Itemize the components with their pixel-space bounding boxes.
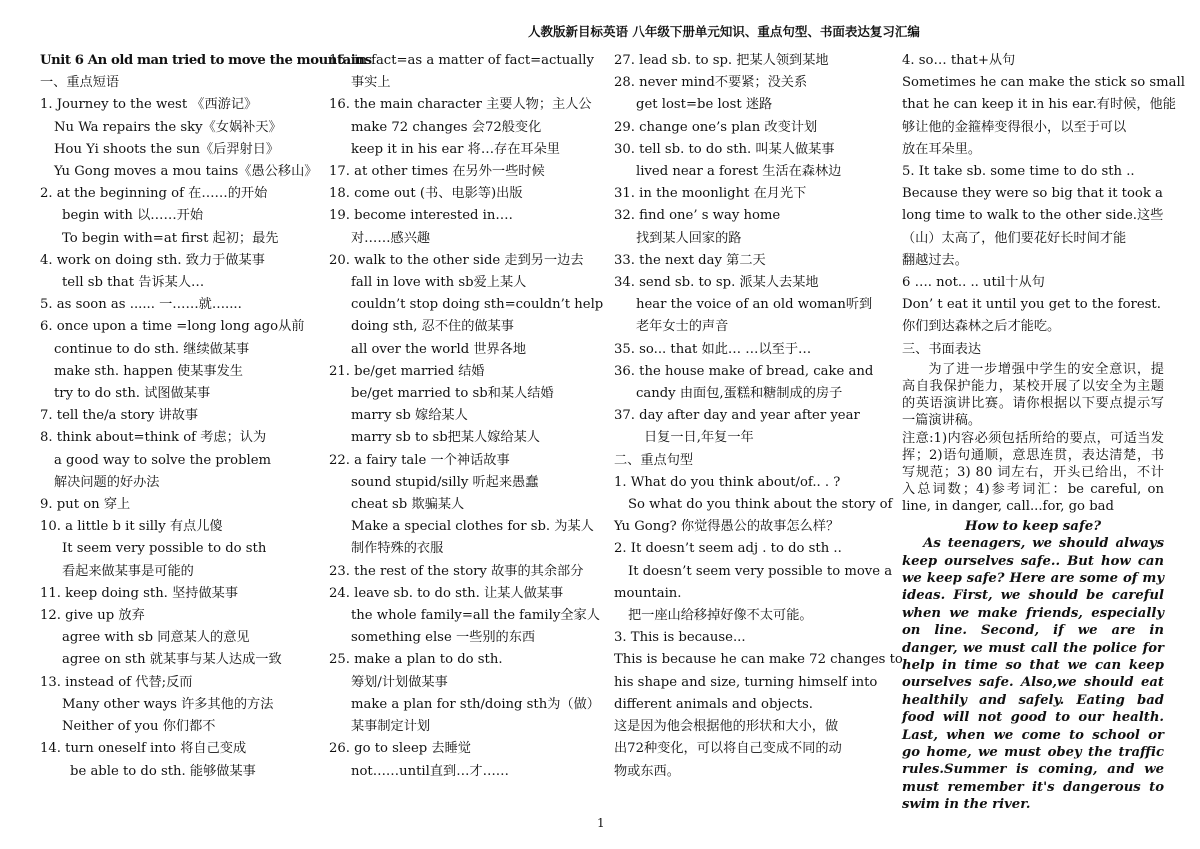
phrase-line: marry sb 嫁给某人 [351, 408, 468, 424]
phrase-line: 事实上 [351, 75, 391, 91]
sentence-line: Sometimes he can make the stick so small [902, 75, 1185, 91]
phrase-line: keep it in his ear 将…存在耳朵里 [351, 141, 560, 157]
phrase-line: be/get married to sb和某人结婚 [351, 386, 554, 402]
section-heading: 一、重点短语 [40, 75, 120, 91]
phrase-line: doing sth, 忍不住的做某事 [351, 319, 514, 335]
sentence-line: 你们到达森林之后才能吃。 [902, 319, 1061, 335]
sentence-line: mountain. [614, 585, 682, 601]
phrase-line: make a plan for sth/doing sth为（做） [351, 696, 600, 712]
phrase-line: try to do sth. 试图做某事 [54, 386, 211, 402]
phrase-line: To begin with=at first 起初；最先 [62, 230, 279, 246]
phrase-line: 1. Journey to the west 《西游记》 [40, 97, 258, 113]
phrase-line: 日复一日,年复一年 [644, 430, 754, 446]
phrase-line: Yu Gong moves a mou tains《愚公移山》 [54, 164, 318, 180]
sentence-line: 3. This is because... [614, 630, 746, 646]
phrase-line: 20. walk to the other side 走到另一边去 [329, 252, 584, 268]
phrase-line: 解决问题的好办法 [54, 474, 160, 490]
phrase-line: It seem very possible to do sth [62, 541, 267, 557]
page-header: 人教版新目标英语 八年级下册单元知识、重点句型、书面表达复习汇编 [528, 24, 920, 39]
sentence-line: different animals and objects. [614, 696, 813, 712]
sentence-line: 把一座山给移掉好像不太可能。 [628, 608, 813, 624]
phrase-line: 老年女士的声音 [636, 319, 729, 335]
phrase-line: Neither of you 你们都不 [62, 719, 216, 735]
page-number: 1 [597, 816, 605, 830]
phrase-line: 30. tell sb. to do sth. 叫某人做某事 [614, 141, 835, 157]
sentence-line: 出72种变化，可以将自己变成不同的动 [614, 741, 842, 757]
sentence-line: his shape and size, turning himself into [614, 674, 878, 690]
phrase-line: agree on sth 就某事与某人达成一致 [62, 652, 282, 668]
phrase-line: 19. become interested in…. [329, 208, 513, 224]
phrase-line: 29. change one’s plan 改变计划 [614, 119, 818, 135]
phrase-line: 7. tell the/a story 讲故事 [40, 408, 199, 424]
phrase-line: 6. once upon a time =long long ago从前 [40, 319, 305, 335]
sentence-line: So what do you think about the story of [628, 497, 893, 513]
sentence-line: 放在耳朵里。 [902, 141, 982, 157]
phrase-line: 32. find one’ s way home [614, 208, 781, 224]
column-2 [329, 50, 604, 783]
essay-body: As teenagers, we should always keep ourselves safe.. But how can we keep safe? Here are some of my ideas. First, we should be careful when we make friends, especially on line. Second, if we are in danger, we must call the police for help in time so that we can keep ourselves safe. Also,we should eat healthily and safely. Eating bad food will not good to our health. Last, when we come to school or go home, we must obey the traffic rules.Summer is coming, and we must remember it's dangerous to swim in the river. [902, 536, 1164, 813]
sentence-line: Because they were so big that it took a [902, 186, 1163, 202]
phrase-line: 18. come out (书、电影等)出版 [329, 186, 523, 202]
phrase-line: continue to do sth. 继续做某事 [54, 341, 250, 357]
sentence-line: that he can keep it in his ear.有时候，他能 [902, 97, 1176, 113]
phrase-line: not……until直到…才…… [351, 763, 509, 779]
phrase-line: fall in love with sb爱上某人 [351, 275, 527, 291]
phrase-line: 筹划/计划做某事 [351, 674, 448, 690]
phrase-line: couldn’t stop doing sth=couldn’t help [351, 297, 604, 313]
phrase-line: 31. in the moonlight 在月光下 [614, 186, 807, 202]
phrase-line: 15. in fact=as a matter of fact=actually [329, 53, 594, 68]
phrase-line: cheat sb 欺骗某人 [351, 497, 465, 513]
sentence-line: long time to walk to the other side.这些 [902, 208, 1164, 224]
phrase-line: all over the world 世界各地 [351, 341, 527, 357]
section-heading: 二、重点句型 [614, 452, 694, 468]
phrase-line: 13. instead of 代替;反而 [40, 674, 193, 690]
phrase-line: 21. be/get married 结婚 [329, 363, 485, 379]
unit-title: Unit 6 An old man tried to move the mountains [40, 53, 372, 68]
phrase-line: 9. put on 穿上 [40, 497, 131, 513]
phrase-line: make 72 changes 会72般变化 [351, 119, 542, 135]
writing-task: 为了进一步增强中学生的安全意识，提高自我保护能力，某校开展了以安全为主题的英语演讲比赛。请你根据以下要点提示写一篇演讲稿。 [902, 361, 1164, 429]
sentence-line: 5. It take sb. some time to do sth .. [902, 164, 1135, 180]
phrase-line: 对……感兴趣 [351, 230, 431, 246]
phrase-line: 找到某人回家的路 [636, 230, 742, 246]
phrase-line: 26. go to sleep 去睡觉 [329, 741, 471, 757]
phrase-line: 看起来做某事是可能的 [62, 563, 194, 579]
phrase-line: something else 一些别的东西 [351, 630, 536, 646]
phrase-line: 8. think about=think of 考虑；认为 [40, 430, 267, 446]
phrase-line: 16. the main character 主要人物；主人公 [329, 97, 592, 113]
phrase-line: 11. keep doing sth. 坚持做某事 [40, 585, 239, 601]
phrase-line: begin with 以……开始 [62, 208, 204, 224]
writing-notes: 注意:1)内容必须包括所给的要点，可适当发挥；2)语句通顺，意思连贯，表达清楚，书写规范；3) 80 词左右，开头已给出，不计入总词数；4)参考词汇：be careful, on line, in danger, call...for, go bad [902, 430, 1164, 515]
sentence-line: This is because he can make 72 changes to [614, 652, 903, 668]
phrase-line: 2. at the beginning of 在……的开始 [40, 186, 268, 202]
phrase-line: 35. so... that 如此… …以至于… [614, 341, 812, 357]
phrase-line: 24. leave sb. to do sth. 让某人做某事 [329, 585, 564, 601]
sentence-line: It doesn’t seem very possible to move a [628, 563, 893, 579]
phrase-line: 10. a little b it silly 有点儿傻 [40, 519, 223, 535]
phrase-line: Hou Yi shoots the sun《后羿射日》 [54, 141, 280, 157]
sentence-line: 翻越过去。 [902, 252, 968, 268]
sentence-line: 6 …. not.. .. util十从句 [902, 275, 1045, 291]
phrase-line: candy 由面包,蛋糕和糖制成的房子 [636, 386, 843, 402]
sentence-line: 够让他的金箍棒变得很小，以至于可以 [902, 119, 1127, 135]
phrase-line: 17. at other times 在另外一些时候 [329, 164, 545, 180]
phrase-line: get lost=be lost 迷路 [636, 97, 773, 113]
phrase-line: Make a special clothes for sb. 为某人 [351, 519, 594, 535]
sentence-line: （山）太高了，他们要花好长时间才能 [902, 230, 1127, 246]
phrase-line: 34. send sb. to sp. 派某人去某地 [614, 275, 819, 291]
phrase-line: be able to do sth. 能够做某事 [70, 763, 256, 779]
phrase-line: a good way to solve the problem [54, 452, 272, 468]
phrase-line: 14. turn oneself into 将自己变成 [40, 741, 247, 757]
phrase-line: 28. never mind不要紧；没关系 [614, 75, 808, 91]
phrase-line: 4. work on doing sth. 致力于做某事 [40, 252, 265, 268]
column-3 [614, 50, 903, 783]
phrase-line: marry sb to sb把某人嫁给某人 [351, 430, 540, 446]
phrase-line: 制作特殊的衣服 [351, 541, 444, 557]
phrase-line: 25. make a plan to do sth. [329, 652, 503, 668]
sentence-line: 物或东西。 [614, 763, 680, 779]
phrase-line: 33. the next day 第二天 [614, 252, 766, 268]
sentence-line: 这是因为他会根据他的形状和大小，做 [614, 719, 839, 735]
phrase-line: agree with sb 同意某人的意见 [62, 630, 250, 646]
phrase-line: the whole family=all the family全家人 [351, 608, 600, 624]
phrase-line: hear the voice of an old woman听到 [636, 297, 873, 313]
essay-title: How to keep safe? [964, 517, 1102, 534]
sentence-line: 1. What do you think about/of.. . ? [614, 474, 841, 490]
phrase-line: lived near a forest 生活在森林边 [636, 164, 842, 180]
column-4 [902, 50, 1185, 814]
sentence-line: Yu Gong? 你觉得愚公的故事怎么样？ [614, 519, 840, 535]
phrase-line: make sth. happen 使某事发生 [54, 363, 243, 379]
phrase-line: 22. a fairy tale 一个神话故事 [329, 452, 510, 468]
phrase-line: tell sb that 告诉某人… [62, 275, 205, 291]
phrase-line: 12. give up 放弃 [40, 608, 145, 624]
phrase-line: 36. the house make of bread, cake and [614, 363, 874, 379]
sentence-line: 4. so… that+从句 [902, 53, 1016, 68]
phrase-line: 37. day after day and year after year [614, 408, 860, 424]
sentence-line: Don’ t eat it until you get to the forest. [902, 297, 1161, 313]
section-heading: 三、书面表达 [902, 341, 982, 357]
phrase-line: Nu Wa repairs the sky《女娲补天》 [54, 119, 282, 135]
phrase-line: 23. the rest of the story 故事的其余部分 [329, 563, 584, 579]
sentence-line: 2. It doesn’t seem adj . to do sth .. [614, 541, 842, 557]
phrase-line: 5. as soon as ...... 一……就….... [40, 297, 242, 313]
phrase-line: sound stupid/silly 听起来愚蠢 [351, 474, 539, 490]
phrase-line: Many other ways 许多其他的方法 [62, 696, 274, 712]
phrase-line: 某事制定计划 [351, 719, 431, 735]
phrase-line: 27. lead sb. to sp. 把某人领到某地 [614, 53, 829, 68]
